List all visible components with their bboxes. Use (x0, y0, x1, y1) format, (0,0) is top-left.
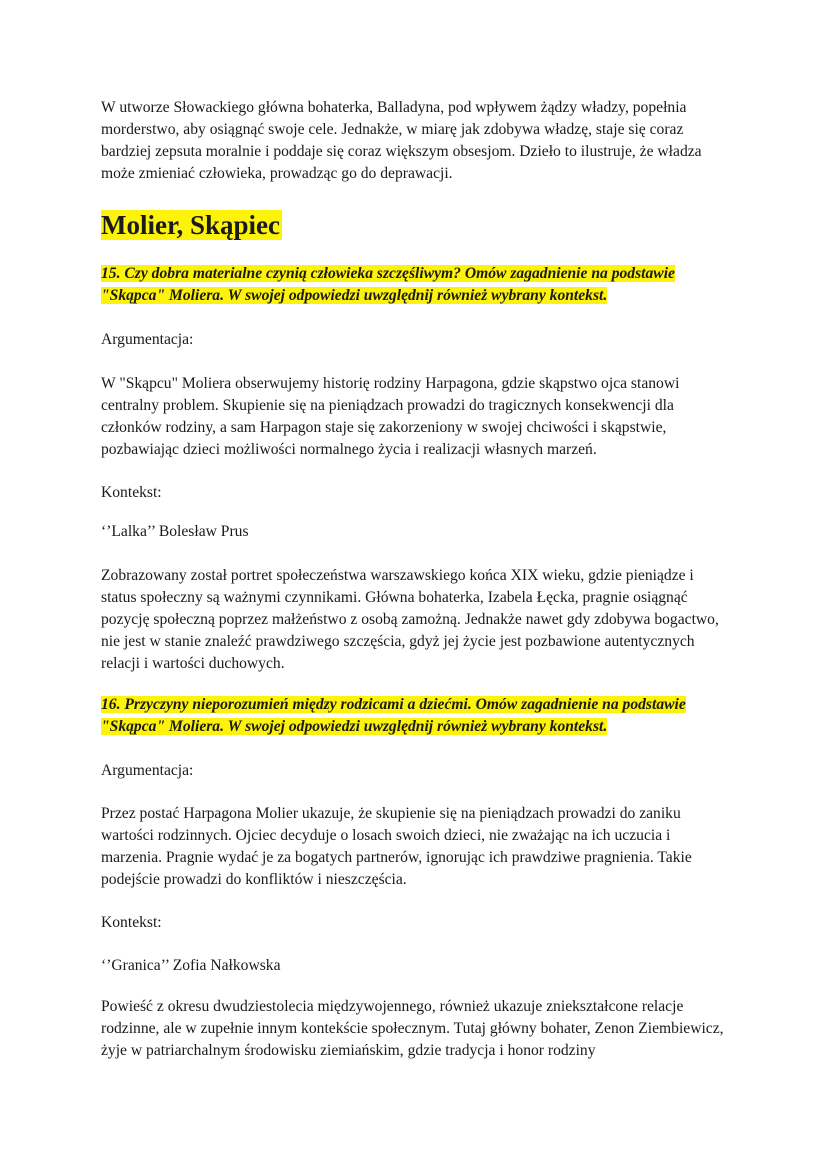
q15-context-text: Zobrazowany został portret społeczeństwa warszawskiego końca XIX wieku, gdzie pieniądze i status społeczny są ważnymi czynnikami. Główna bohaterka, Izabela Łęcka, pragnie osiągnąć pozycję społeczną poprzez małżeństwo z osobą zamożną. Jednakże nawet gdy zdobywa bogactwo, nie jest w stanie znaleźć prawdziwego szczęścia, gdyż jej życie jest pozbawione autentycznych relacji i wartości duchowych. (101, 567, 719, 672)
section-heading (101, 207, 731, 243)
q15-context-label: Kontekst: (101, 484, 162, 501)
q16-argument-label: Argumentacja: (101, 762, 194, 779)
intro-paragraph: W utworze Słowackiego główna bohaterka, Balladyna, pod wpływem żądzy władzy, popełnia morderstwo, aby osiągnąć swoje cele. Jednakże, w miarę jak zdobywa władzę, staje się coraz bardziej zepsuta moralnie i poddaje się coraz większym obsesjom. Dzieło to ilustruje, że władza może zmieniać człowieka, prowadząc go do deprawacji. (101, 99, 702, 182)
section-heading-text: Molier, Skąpiec (101, 210, 280, 240)
q15-argument-text: W "Skąpcu" Moliera obserwujemy historię rodziny Harpagona, gdzie skąpstwo ojca stanowi centralny problem. Skupienie się na pieniądzach prowadzi do tragicznych konsekwencji dla członków rodziny, a sam Harpagon staje się zakorzeniony w swojej chciwości i skąpstwie, pozbawiając dzieci możliwości normalnego życia i realizacji własnych marzeń. (101, 375, 680, 458)
question-15 (101, 263, 731, 307)
question-16-text: 16. Przyczyny nieporozumień między rodzicami a dziećmi. Omów zagadnienie na podstawie "Skąpca" Moliera. W swojej odpowiedzi uwzględnij również wybrany kontekst. (101, 696, 686, 735)
q15-context-title: ‘’Lalka’’ Bolesław Prus (101, 523, 249, 540)
q16-context-text: Powieść z okresu dwudziestolecia międzywojennego, również ukazuje zniekształcone relacje rodzinne, ale w zupełnie innym kontekście społecznym. Tutaj główny bohater, Zenon Ziembiewicz, żyje w patriarchalnym środowisku ziemiańskim, gdzie tradycja i honor rodziny (101, 998, 724, 1059)
question-15-text: 15. Czy dobra materialne czynią człowieka szczęśliwym? Omów zagadnienie na podstawie "Skąpca" Moliera. W swojej odpowiedzi uwzględnij również wybrany kontekst. (101, 265, 675, 304)
q15-argument-label: Argumentacja: (101, 331, 194, 348)
q16-argument-text: Przez postać Harpagona Molier ukazuje, że skupienie się na pieniądzach prowadzi do zaniku wartości rodzinnych. Ojciec decyduje o losach swoich dzieci, nie zważając na ich uczucia i marzenia. Pragnie wydać je za bogatych partnerów, ignorując ich prawdziwe pragnienia. Takie podejście prowadzi do konfliktów i nieszczęścia. (101, 805, 692, 888)
q16-context-label: Kontekst: (101, 914, 162, 931)
question-16 (101, 694, 731, 738)
q16-context-title: ‘’Granica’’ Zofia Nałkowska (101, 957, 281, 974)
